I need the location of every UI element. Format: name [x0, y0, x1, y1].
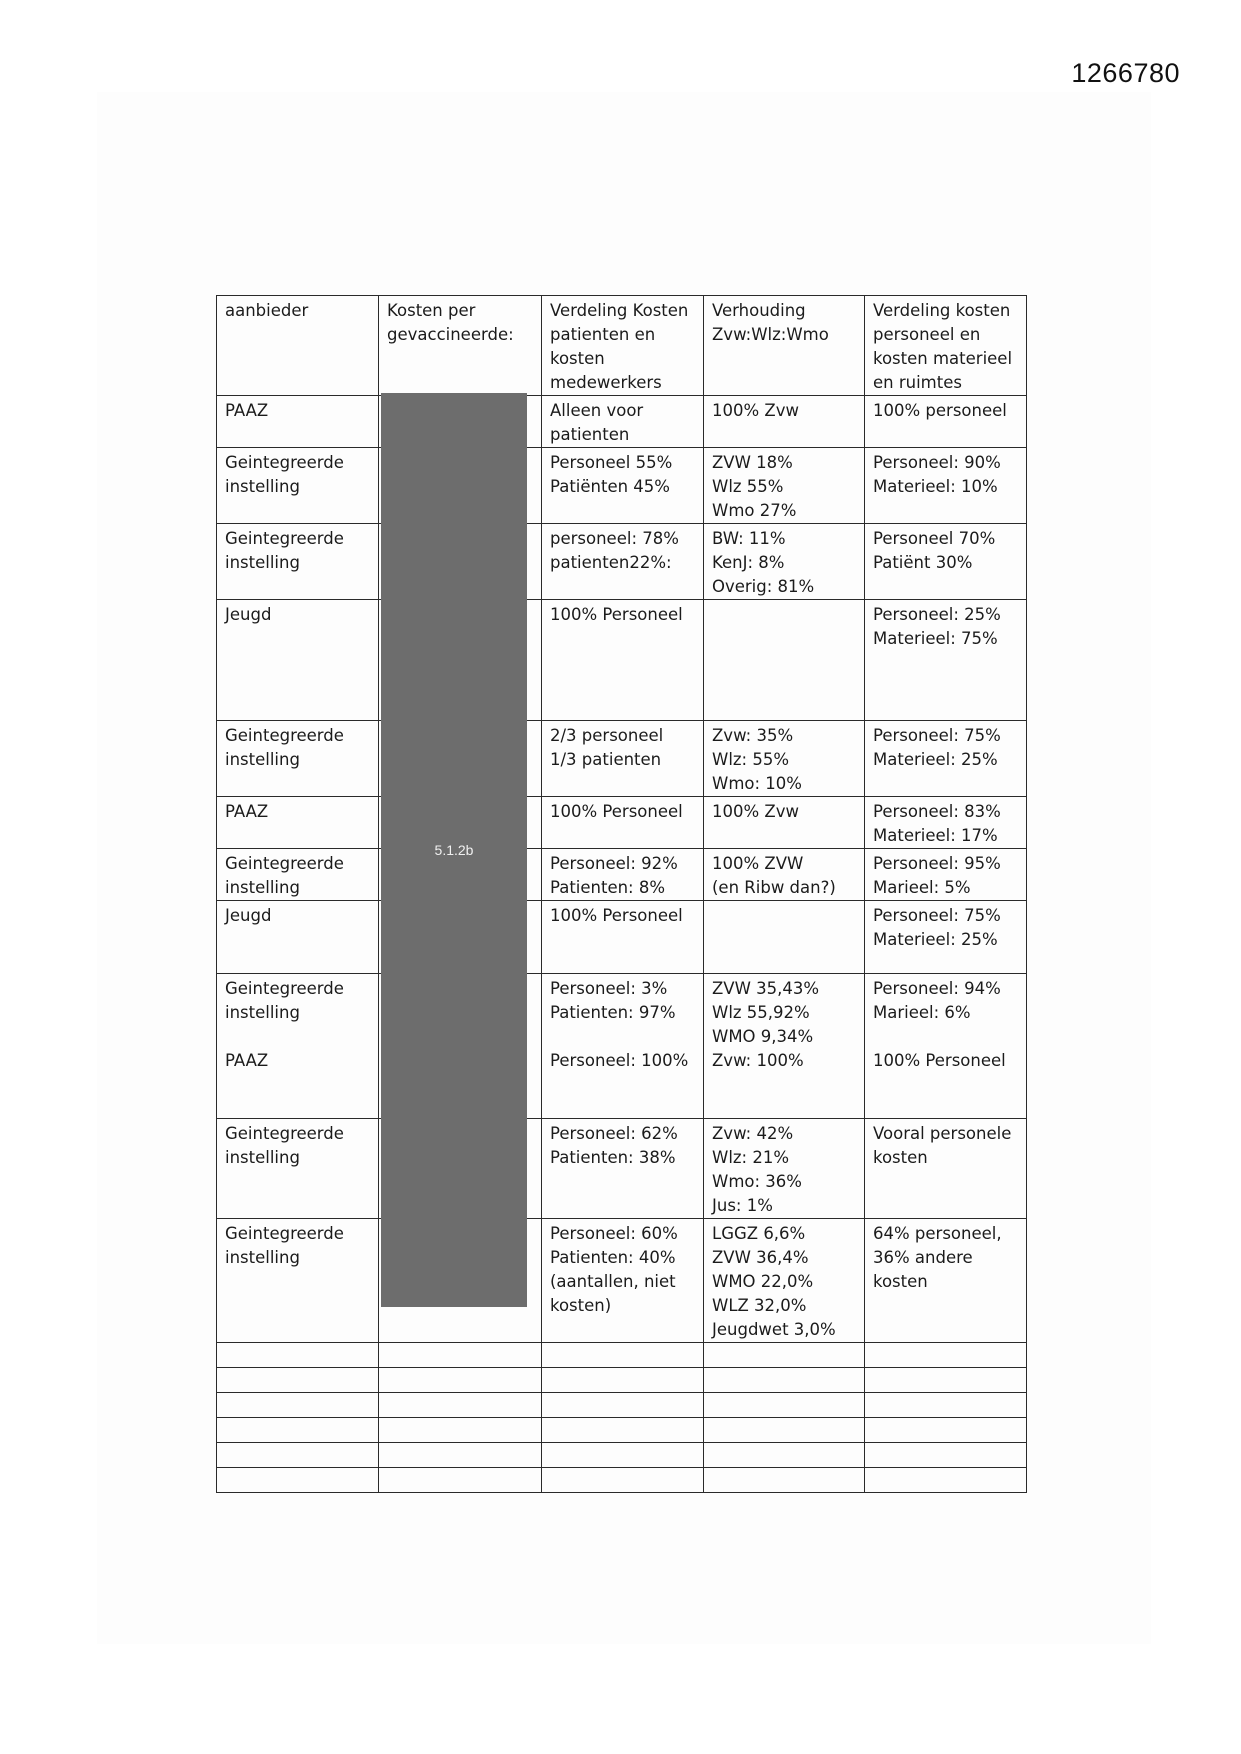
table-row [217, 1219, 1027, 1343]
cell-cost-split-staff-material: Personeel: 95% Marieel: 5% [865, 849, 1027, 901]
cell-ratio-zvw-wlz-wmo: Zvw: 42% Wlz: 21% Wmo: 36% Jus: 1% [704, 1119, 865, 1219]
cell-cost-split-patients-staff: 100% Personeel [542, 901, 704, 974]
table-row [217, 1368, 1027, 1393]
cell-provider: Jeugd [217, 600, 379, 721]
cell-ratio-zvw-wlz-wmo: 100% Zvw [704, 396, 865, 448]
cell-provider: Jeugd [217, 901, 379, 974]
table-row [217, 721, 1027, 797]
document-id: 1266780 [1071, 58, 1180, 88]
header-cost-split-patients-staff: Verdeling Kosten patienten en kosten medewerkers [542, 296, 704, 396]
table-row [217, 1443, 1027, 1468]
cell-provider [217, 1418, 379, 1443]
cell-provider [217, 1343, 379, 1368]
cell-provider: Geintegreerde instelling [217, 524, 379, 600]
cell-provider [217, 1368, 379, 1393]
table-row [217, 448, 1027, 524]
cell-ratio-zvw-wlz-wmo: BW: 11% KenJ: 8% Overig: 81% [704, 524, 865, 600]
cell-provider: Geintegreerde instelling [217, 849, 379, 901]
cell-ratio-zvw-wlz-wmo [704, 901, 865, 974]
cell-ratio-zvw-wlz-wmo [704, 1343, 865, 1368]
cell-ratio-zvw-wlz-wmo: ZVW 35,43% Wlz 55,92% WMO 9,34% Zvw: 100% [704, 974, 865, 1119]
cell-cost-split-staff-material [865, 1418, 1027, 1443]
table-header-row [217, 296, 1027, 396]
cell-cost-split-patients-staff [542, 1393, 704, 1418]
cell-cost-split-patients-staff: Personeel: 60% Patienten: 40% (aantallen, niet kosten) [542, 1219, 704, 1343]
cell-cost-split-patients-staff: Personeel: 3% Patienten: 97% Personeel: 100% [542, 974, 704, 1119]
table-row [217, 524, 1027, 600]
cell-cost-split-staff-material [865, 1468, 1027, 1493]
header-provider: aanbieder [217, 296, 379, 396]
cell-cost-split-patients-staff [542, 1343, 704, 1368]
cell-cost-split-staff-material [865, 1393, 1027, 1418]
redaction-code: 5.1.2b [434, 842, 474, 858]
table-row [217, 1468, 1027, 1493]
cell-cost-split-patients-staff [542, 1368, 704, 1393]
cell-ratio-zvw-wlz-wmo: LGGZ 6,6% ZVW 36,4% WMO 22,0% WLZ 32,0% Jeugdwet 3,0% [704, 1219, 865, 1343]
cell-provider: PAAZ [217, 797, 379, 849]
cell-cost-split-patients-staff: Alleen voor patienten [542, 396, 704, 448]
cell-cost-per-vaccinee [379, 1368, 542, 1393]
table-row [217, 901, 1027, 974]
cell-ratio-zvw-wlz-wmo [704, 1368, 865, 1393]
cell-ratio-zvw-wlz-wmo: ZVW 18% Wlz 55% Wmo 27% [704, 448, 865, 524]
cell-cost-split-patients-staff [542, 1443, 704, 1468]
table-row [217, 1343, 1027, 1368]
cell-cost-split-staff-material: Personeel: 75% Materieel: 25% [865, 901, 1027, 974]
cell-ratio-zvw-wlz-wmo: 100% Zvw [704, 797, 865, 849]
table-row [217, 1418, 1027, 1443]
cell-provider: Geintegreerde instelling [217, 721, 379, 797]
cell-cost-per-vaccinee [379, 1393, 542, 1418]
cell-cost-per-vaccinee [379, 1468, 542, 1493]
cell-ratio-zvw-wlz-wmo [704, 1443, 865, 1468]
cell-cost-split-patients-staff: 2/3 personeel 1/3 patienten [542, 721, 704, 797]
cell-cost-split-patients-staff: Personeel: 92% Patienten: 8% [542, 849, 704, 901]
cell-provider [217, 1443, 379, 1468]
cell-cost-split-staff-material: Personeel: 75% Materieel: 25% [865, 721, 1027, 797]
cell-ratio-zvw-wlz-wmo [704, 600, 865, 721]
cell-cost-split-patients-staff: Personeel 55% Patiënten 45% [542, 448, 704, 524]
cell-cost-split-staff-material: Personeel: 94% Marieel: 6% 100% Personeel [865, 974, 1027, 1119]
table-row [217, 849, 1027, 901]
cell-cost-split-patients-staff [542, 1468, 704, 1493]
cell-cost-split-staff-material [865, 1443, 1027, 1468]
cell-cost-per-vaccinee [379, 1418, 542, 1443]
cell-cost-split-staff-material: Personeel 70% Patiënt 30% [865, 524, 1027, 600]
cell-ratio-zvw-wlz-wmo [704, 1393, 865, 1418]
cell-provider: PAAZ [217, 396, 379, 448]
cell-ratio-zvw-wlz-wmo: Zvw: 35% Wlz: 55% Wmo: 10% [704, 721, 865, 797]
cell-ratio-zvw-wlz-wmo [704, 1468, 865, 1493]
table-row [217, 396, 1027, 448]
cell-provider: Geintegreerde instelling [217, 1119, 379, 1219]
cell-provider: Geintegreerde instelling [217, 1219, 379, 1343]
table-row [217, 797, 1027, 849]
cell-cost-split-staff-material: Personeel: 25% Materieel: 75% [865, 600, 1027, 721]
cell-cost-split-staff-material: Vooral personele kosten [865, 1119, 1027, 1219]
header-ratio-zvw-wlz-wmo: Verhouding Zvw:Wlz:Wmo [704, 296, 865, 396]
cost-allocation-table [216, 295, 1027, 1493]
cell-cost-split-staff-material: 100% personeel [865, 396, 1027, 448]
cell-cost-split-patients-staff [542, 1418, 704, 1443]
cell-ratio-zvw-wlz-wmo: 100% ZVW (en Ribw dan?) [704, 849, 865, 901]
cell-provider: Geintegreerde instelling [217, 448, 379, 524]
cell-ratio-zvw-wlz-wmo [704, 1418, 865, 1443]
cell-cost-split-staff-material: Personeel: 90% Materieel: 10% [865, 448, 1027, 524]
header-cost-split-staff-material: Verdeling kosten personeel en kosten materieel en ruimtes [865, 296, 1027, 396]
cell-cost-split-patients-staff: 100% Personeel [542, 797, 704, 849]
cell-provider [217, 1468, 379, 1493]
table-row [217, 1393, 1027, 1418]
table-row [217, 1119, 1027, 1219]
cell-cost-split-patients-staff: Personeel: 62% Patienten: 38% [542, 1119, 704, 1219]
cell-cost-split-staff-material [865, 1368, 1027, 1393]
header-cost-per-vaccinee: Kosten per gevaccineerde: [379, 296, 542, 396]
table-row [217, 974, 1027, 1119]
cell-cost-split-staff-material: Personeel: 83% Materieel: 17% [865, 797, 1027, 849]
redaction-block [381, 393, 527, 1307]
cell-cost-per-vaccinee [379, 1443, 542, 1468]
cell-cost-split-staff-material: 64% personeel, 36% andere kosten [865, 1219, 1027, 1343]
cell-cost-split-patients-staff: 100% Personeel [542, 600, 704, 721]
cell-provider: Geintegreerde instelling PAAZ [217, 974, 379, 1119]
cell-cost-split-staff-material [865, 1343, 1027, 1368]
cell-cost-per-vaccinee [379, 1343, 542, 1368]
cell-cost-split-patients-staff: personeel: 78% patienten22%: [542, 524, 704, 600]
cell-provider [217, 1393, 379, 1418]
table-row [217, 600, 1027, 721]
